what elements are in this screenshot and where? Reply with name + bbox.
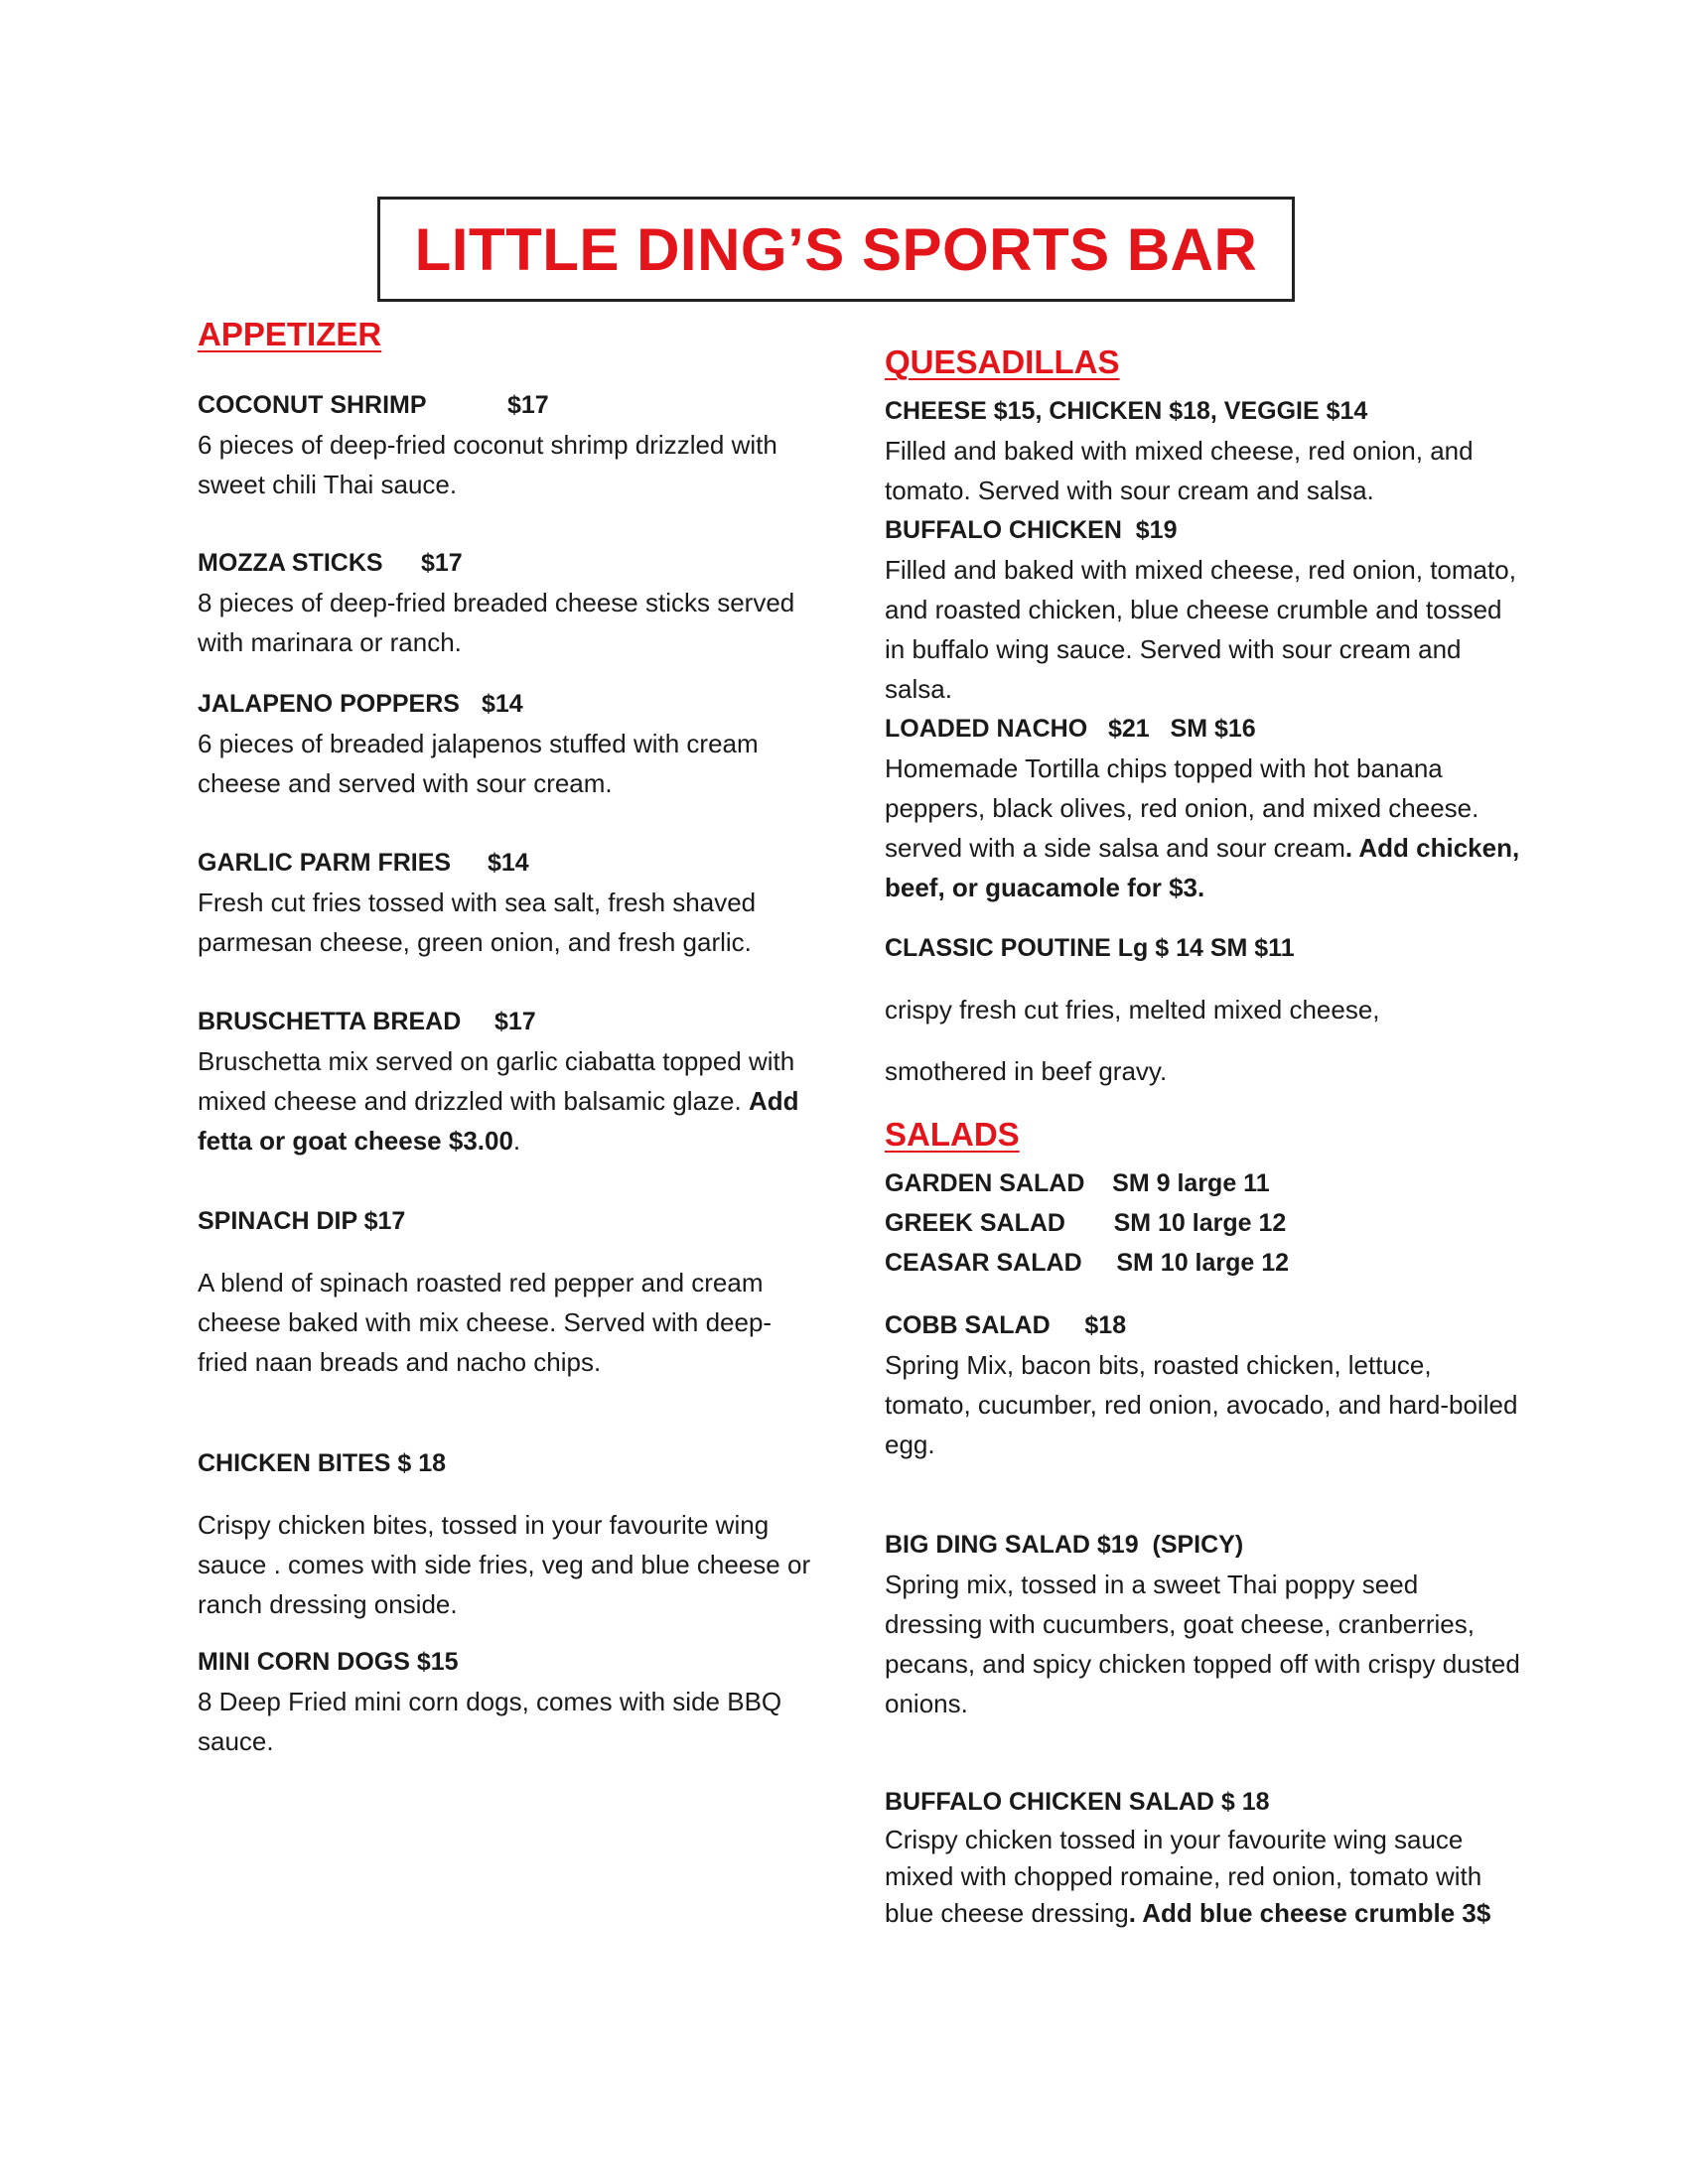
title-box — [377, 197, 1295, 302]
item-title: CHEESE $15, CHICKEN $18, VEGGIE $14 — [885, 397, 1368, 425]
item-name: GARLIC PARM FRIES — [198, 849, 452, 877]
page-title: LITTLE DING’S SPORTS BAR — [414, 215, 1258, 283]
item-description: Fresh cut fries tossed with sea salt, fresh shaved parmesan cheese, green onion, and fresh garlic. — [198, 887, 757, 957]
item-title: BUFFALO CHICKEN $19 — [885, 516, 1178, 544]
salad-price-line: GREEK SALAD SM 10 large 12 — [885, 1209, 1287, 1237]
item-description: Crispy chicken bites, tossed in your favourite wing sauce . comes with side fries, veg and blue cheese or ranch dressing onside. — [198, 1510, 811, 1619]
item-title: BIG DING SALAD $19 (SPICY) — [885, 1531, 1244, 1559]
item-title: CHICKEN BITES $ 18 — [198, 1449, 447, 1477]
item-title — [198, 843, 813, 883]
item-price: $14 — [482, 690, 523, 718]
menu-item — [885, 510, 1520, 709]
item-name: JALAPENO POPPERS — [198, 690, 460, 718]
item-description-text: Homemade Tortilla chips topped with hot banana peppers, black olives, red onion, and mixed cheese. served with a side salsa and sour cream — [885, 753, 1479, 863]
item-price: $14 — [488, 849, 529, 877]
item-description: 8 Deep Fried mini corn dogs, comes with side BBQ sauce. — [198, 1687, 782, 1756]
item-description-text: Bruschetta mix served on garlic ciabatta topped with mixed cheese and drizzled with balsamic glaze. — [198, 1046, 795, 1116]
menu-item — [885, 709, 1520, 907]
item-price: $17 — [421, 549, 463, 577]
menu-item — [885, 928, 1520, 968]
item-name: BRUSCHETTA BREAD — [198, 1008, 462, 1035]
menu-item — [198, 1443, 813, 1624]
salad-price-line: CEASAR SALAD SM 10 large 12 — [885, 1249, 1290, 1277]
item-title — [198, 684, 813, 724]
item-addon: Add fetta or goat cheese $3.00 — [198, 1086, 799, 1156]
item-description: 8 pieces of deep-fried breaded cheese sticks served with marinara or ranch. — [198, 588, 795, 657]
item-description-text: Crispy chicken tossed in your favourite wing sauce mixed with chopped romaine, red onion, tomato with blue cheese dressing — [885, 1825, 1482, 1928]
item-description: A blend of spinach roasted red pepper and cream cheese baked with mix cheese. Served with deep-fried naan breads and nacho chips. — [198, 1268, 773, 1377]
menu-item — [198, 1201, 813, 1382]
item-description: Filled and baked with mixed cheese, red onion, tomato, and roasted chicken, blue cheese crumble and tossed in buffalo wing sauce. Served with sour cream and salsa. — [885, 555, 1516, 704]
item-title — [198, 543, 813, 583]
item-price: $17 — [494, 1008, 536, 1035]
item-title — [198, 1002, 813, 1041]
item-addon: . Add chicken, beef, or guacamole for $3. — [885, 833, 1520, 902]
menu-item — [885, 1525, 1520, 1723]
item-description — [885, 749, 1520, 907]
menu-item — [198, 385, 813, 504]
item-title: MINI CORN DOGS $15 — [198, 1648, 459, 1676]
item-title: CLASSIC POUTINE Lg $ 14 SM $11 — [885, 934, 1295, 962]
item-description: 6 pieces of deep-fried coconut shrimp drizzled with sweet chili Thai sauce. — [198, 430, 777, 499]
item-description: crispy fresh cut fries, melted mixed cheese, — [885, 995, 1380, 1024]
item-name: COCONUT SHRIMP — [198, 391, 427, 419]
salads-heading: SALADS — [885, 1116, 1020, 1153]
item-title: COBB SALAD $18 — [885, 1311, 1127, 1339]
menu-item — [885, 1782, 1520, 1932]
appetizer-heading: APPETIZER — [198, 316, 382, 352]
item-description: 6 pieces of breaded jalapenos stuffed with cream cheese and served with sour cream. — [198, 729, 759, 798]
item-addon-tail: . — [512, 1126, 521, 1156]
item-title: SPINACH DIP $17 — [198, 1207, 406, 1235]
salad-price-line: GARDEN SALAD SM 9 large 11 — [885, 1169, 1270, 1197]
item-addon: . Add blue cheese crumble 3$ — [1128, 1898, 1491, 1928]
menu-item — [885, 391, 1520, 510]
quesadillas-heading: QUESADILLAS — [885, 343, 1120, 380]
menu-item — [885, 1305, 1520, 1464]
menu-item — [198, 684, 813, 803]
item-name: MOZZA STICKS — [198, 549, 383, 577]
item-description: Spring mix, tossed in a sweet Thai poppy seed dressing with cucumbers, goat cheese, cranberries, pecans, and spicy chicken topped off with crispy dusted onions. — [885, 1570, 1520, 1718]
menu-item — [198, 1642, 813, 1761]
item-description: Spring Mix, bacon bits, roasted chicken, lettuce, tomato, cucumber, red onion, avocado, and hard-boiled egg. — [885, 1350, 1518, 1459]
menu-item — [198, 843, 813, 962]
item-description: smothered in beef gravy. — [885, 1056, 1168, 1086]
item-title: BUFFALO CHICKEN SALAD $ 18 — [885, 1788, 1270, 1816]
item-description: Filled and baked with mixed cheese, red onion, and tomato. Served with sour cream and salsa. — [885, 436, 1474, 505]
item-title — [198, 385, 813, 425]
item-title: LOADED NACHO $21 SM $16 — [885, 715, 1256, 743]
menu-item — [198, 1002, 813, 1160]
menu-item — [198, 543, 813, 662]
item-description — [198, 1041, 813, 1160]
item-description — [885, 1822, 1520, 1932]
item-price: $17 — [507, 391, 549, 419]
